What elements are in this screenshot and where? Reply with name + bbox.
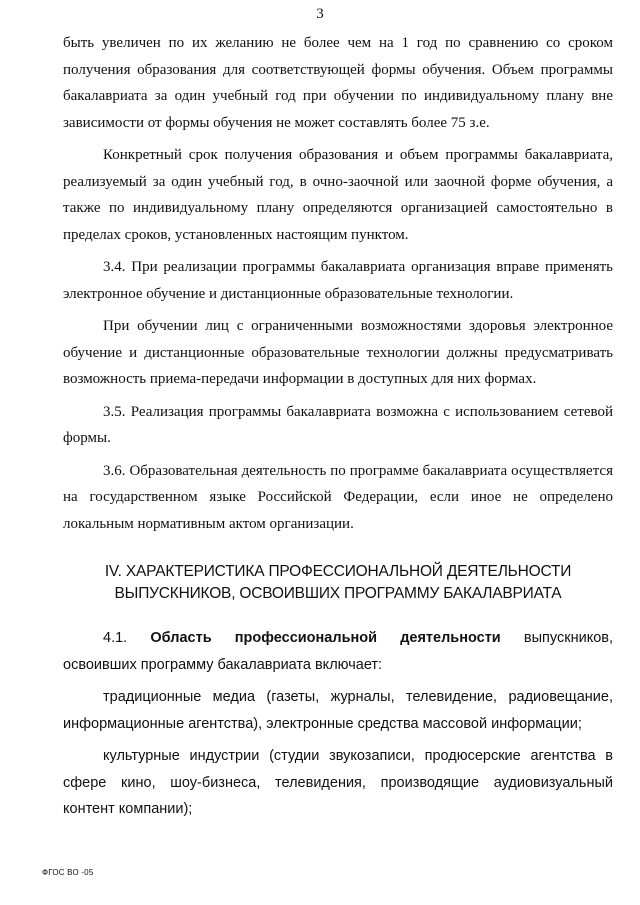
- section-heading-line-1: IV. ХАРАКТЕРИСТИКА ПРОФЕССИОНАЛЬНОЙ ДЕЯТЕЛЬНОСТИ: [104, 563, 572, 580]
- clause-number: 4.1.: [103, 630, 151, 646]
- list-item-traditional-media: традиционные медиа (газеты, журналы, телевидение, радиовещание, информационные агентства), электронные средства массовой информации;: [63, 689, 613, 732]
- section-heading-line-2: ВЫПУСКНИКОВ, ОСВОИВШИХ ПРОГРАММУ БАКАЛАВРИАТА: [114, 585, 562, 602]
- document-body: [63, 30, 613, 829]
- section-heading: [63, 561, 613, 605]
- paragraph-3-6: 3.6. Образовательная деятельность по программе бакалавриата осуществляется на государственном языке Российской Федерации, если иное не определено локальным нормативным актом организации.: [63, 462, 613, 532]
- footer-code: ФГОС ВО -05: [42, 868, 94, 877]
- paragraph-term-and-volume: Конкретный срок получения образования и объем программы бакалавриата, реализуемый за один учебный год, в очно-заочной или заочной форме обучения, а также по индивидуальному плану определяются организацией самостоятельно в пределах сроков, установленных настоящим пунктом.: [63, 147, 613, 243]
- clause-text: выпускников, освоивших программу бакалавриата включает:: [63, 630, 613, 673]
- bold-term: Область профессиональной деятельности: [150, 630, 501, 646]
- paragraph-4-1: [63, 625, 613, 678]
- page-number: 3: [316, 6, 324, 22]
- paragraph-continuation: быть увеличен по их желанию не более чем на 1 год по сравнению со сроком получения образования для соответствующей формы обучения. Объем программы бакалавриата за один учебный год при обучении по индивидуальному плану вне зависимости от формы обучения не может составлять более 75 з.е.: [63, 35, 613, 131]
- paragraph-3-4: 3.4. При реализации программы бакалавриата организация вправе применять электронное обучение и дистанционные образовательные технологии.: [63, 259, 613, 302]
- paragraph-disabilities: При обучении лиц с ограниченными возможностями здоровья электронное обучение и дистанционные образовательные технологии должны предусматривать возможность приема-передачи информации в доступных для них формах.: [63, 318, 613, 387]
- paragraph-3-5: 3.5. Реализация программы бакалавриата возможна с использованием сетевой формы.: [63, 403, 613, 446]
- list-item-cultural-industries: культурные индустрии (студии звукозаписи, продюсерские агентства в сфере кино, шоу-бизнеса, телевидения, производящие аудиовизуальный контент компании);: [63, 748, 613, 817]
